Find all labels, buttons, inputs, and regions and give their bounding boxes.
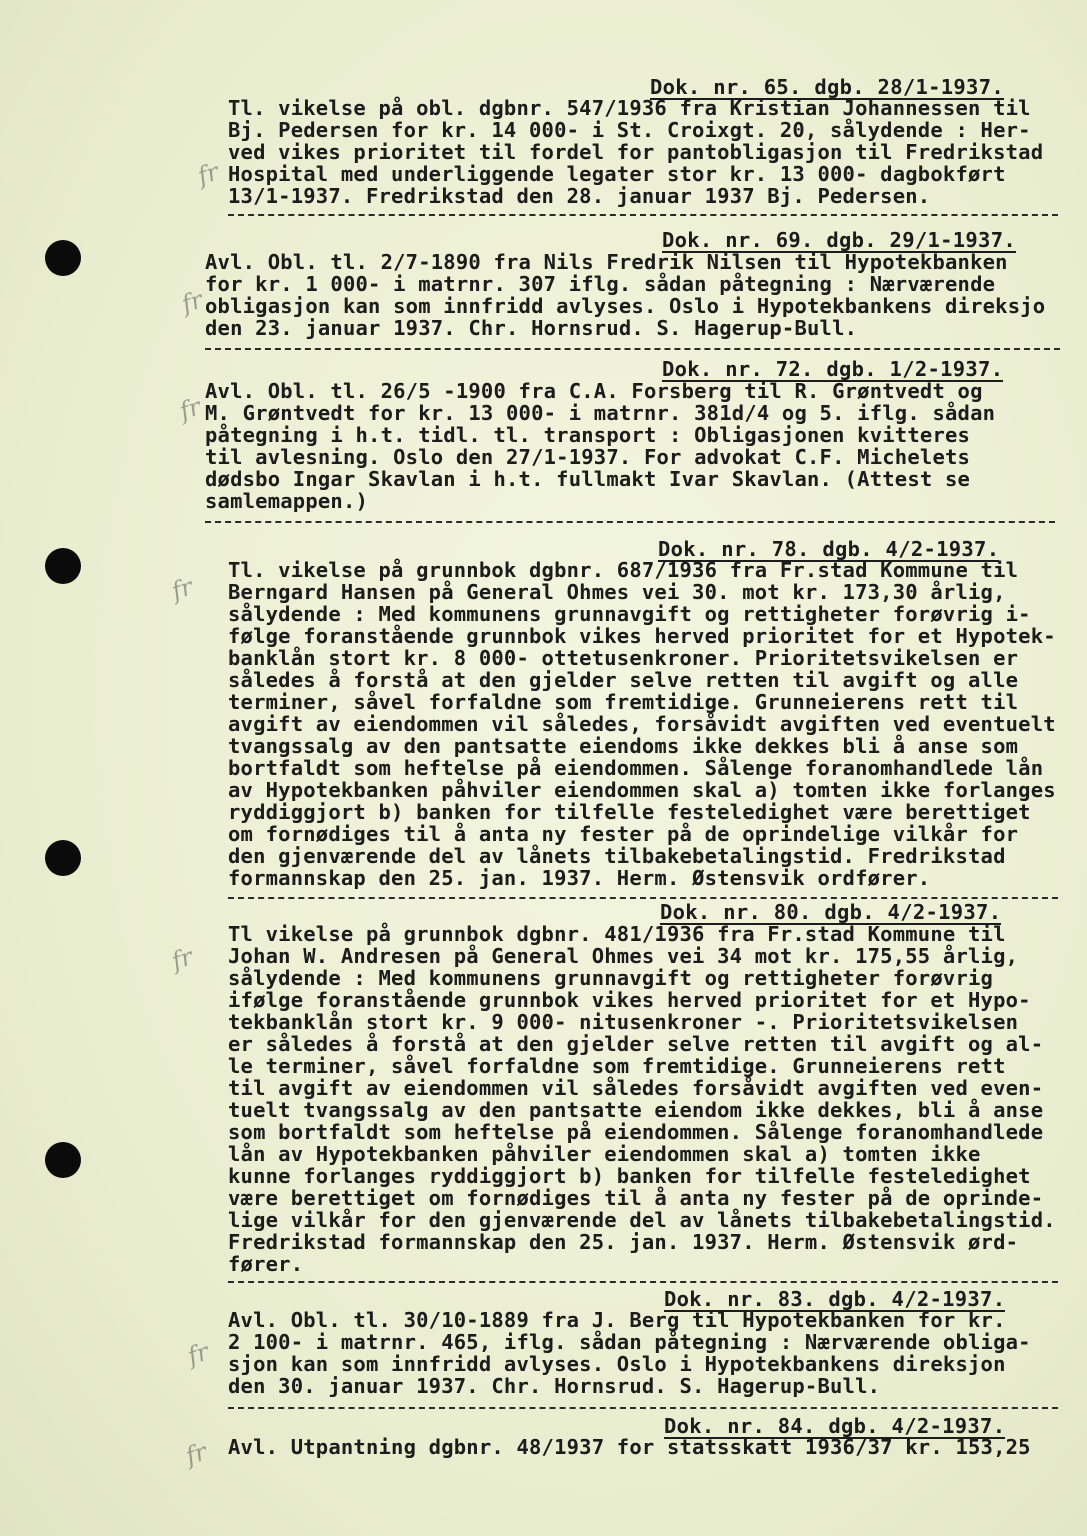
entry-text-line: dødsbo Ingar Skavlan i h.t. fullmakt Ivar Skavlan. (Attest se [205,467,971,491]
entry-text-line: ryddiggjort b) banken for tilfelle festeledighet være berettiget [228,800,1031,824]
entry-text-line: Avl. Obl. tl. 26/5 -1900 fra C.A. Forsberg til R. Grøntvedt og [205,379,983,403]
entry-text-line: sålydende : Med kommunens grunnavgift og rettigheter forøvrig [228,966,994,990]
entry-text-line: tuelt tvangssalg av den pantsatte eiendom ikke dekkes, bli å anse [228,1098,1044,1122]
entry-text-line: kunne forlanges ryddiggjort b) banken for tilfelle festeledighet [228,1164,1031,1188]
entry-text-line: Tl. vikelse på grunnbok dgbnr. 687/1936 fra Fr.stad Kommune til [228,558,1019,582]
entry-text-line: er således å forstå at den gjelder selve retten til avgift og al- [228,1032,1044,1056]
separator-line [228,1281,1058,1283]
entry-text-line: le terminer, såvel forfaldne som fremtidige. Grunneierens rett [228,1054,1006,1078]
entry-text-line: Johan W. Andresen på General Ohmes vei 34 mot kr. 175,55 årlig, [228,944,1019,968]
entry-text-line: sjon kan som innfridd avlyses. Oslo i Hypotekbankens direksjon [228,1352,1006,1376]
margin-annotation: fr [184,1337,213,1371]
margin-annotation: fr [194,157,223,191]
margin-annotation: fr [168,942,197,976]
margin-annotation: fr [178,285,207,319]
entry-text-line: være berettiget om fornødiges til å anta ny fester på de oprinde- [228,1186,1044,1210]
separator-line [205,521,1055,523]
entry-text-line: ifølge foranstående grunnbok vikes herved prioritet for et Hypo- [228,988,1031,1012]
entry-text-line: Bj. Pedersen for kr. 14 000- i St. Croixgt. 20, sålydende : Her- [228,118,1031,142]
dok-nr-heading: Dok. nr. 80. dgb. 4/2-1937. [660,900,1002,924]
margin-annotation: fr [168,572,197,606]
entry-text-line: Tl. vikelse på obl. dgbnr. 547/1936 fra Kristian Johannessen til [228,96,1031,120]
entry-text-line: sålydende : Med kommunens grunnavgift og rettigheter forøvrig i- [228,602,1031,626]
entry-text-line: lige vilkår for den gjenværende del av lånets tilbakebetalingstid. [228,1208,1056,1232]
entry-text-line: fører. [228,1252,304,1276]
margin-annotation: fr [176,392,205,426]
entry-text-line: bortfaldt som heftelse på eiendommen. Sålenge foranomhandlede lån [228,756,1044,780]
punch-hole [45,840,81,876]
entry-text-line: M. Grøntvedt for kr. 13 000- i matrnr. 381d/4 og 5. iflg. sådan [205,401,996,425]
entry-text-line: den 23. januar 1937. Chr. Hornsrud. S. Hagerup-Bull. [205,316,858,340]
entry-text-line: Avl. Obl. tl. 2/7-1890 fra Nils Fredrik Nilsen til Hypotekbanken [205,250,1008,274]
entry-text-line: for kr. 1 000- i matrnr. 307 iflg. sådan påtegning : Nærværende [205,272,996,296]
separator-line [205,348,1060,350]
entry-text-line: tekbanklån stort kr. 9 000- nitusenkroner -. Prioritetsvikelsen [228,1010,1019,1034]
entry-text-line: den gjenværende del av lånets tilbakebetalingstid. Fredrikstad [228,844,1006,868]
entry-text-line: om fornødiges til å anta ny fester på de oprindelige vilkår for [228,822,1019,846]
entry-text-line: som bortfaldt som heftelse på eiendommen. Sålenge foranomhandlede [228,1120,1044,1144]
entry-text-line: avgift av eiendommen vil således, forsåvidt avgiften ved eventuelt [228,712,1056,736]
entry-text-line: ved vikes prioritet til fordel for pantobligasjon til Fredrikstad [228,140,1044,164]
entry-text-line: Avl. Utpantning dgbnr. 48/1937 for statsskatt 1936/37 kr. 153,25 [228,1435,1031,1459]
entry-text-line: av Hypotekbanken påhviler eiendommen skal a) tomten ikke forlanges [228,778,1056,802]
dok-nr-heading: Dok. nr. 72. dgb. 1/2-1937. [662,357,1004,381]
entry-text-line: påtegning i h.t. tidl. tl. transport : Obligasjonen kvitteres [205,423,971,447]
entry-text-line: lån av Hypotekbanken påhviler eiendommen skal a) tomten ikke [228,1142,981,1166]
separator-line [228,897,1058,899]
dok-nr-heading: Dok. nr. 69. dgb. 29/1-1937. [662,228,1016,252]
punch-hole [45,240,81,276]
margin-annotation: fr [182,1437,211,1471]
entry-text-line: følge foranstående grunnbok vikes herved prioritet for et Hypotek- [228,624,1056,648]
separator-line [228,214,1058,216]
entry-text-line: Tl vikelse på grunnbok dgbnr. 481/1936 fra Fr.stad Kommune til [228,922,1006,946]
entry-text-line: tvangssalg av den pantsatte eiendoms ikke dekkes bli å anse som [228,734,1019,758]
entry-text-line: til avgift av eiendommen vil således forsåvidt avgiften ved even- [228,1076,1044,1100]
entry-text-line: banklån stort kr. 8 000- ottetusenkroner. Prioritetsvikelsen er [228,646,1019,670]
punch-hole [45,548,81,584]
entry-text-line: terminer, såvel forfaldne som fremtidige. Grunneierens rett til [228,690,1019,714]
punch-hole [45,1142,81,1178]
separator-line [228,1407,1058,1409]
entry-text-line: således å forstå at den gjelder selve retten til avgift og alle [228,668,1019,692]
entry-text-line: til avlesning. Oslo den 27/1-1937. For advokat C.F. Michelets [205,445,971,469]
dok-nr-heading: Dok. nr. 65. dgb. 28/1-1937. [650,75,1004,99]
entry-text-line: Berngard Hansen på General Ohmes vei 30. mot kr. 173,30 årlig, [228,580,1006,604]
dok-nr-heading: Dok. nr. 84. dgb. 4/2-1937. [664,1414,1006,1438]
entry-text-line: den 30. januar 1937. Chr. Hornsrud. S. Hagerup-Bull. [228,1374,881,1398]
entry-text-line: obligasjon kan som innfridd avlyses. Oslo i Hypotekbankens direksjo [205,294,1046,318]
dok-nr-heading: Dok. nr. 78. dgb. 4/2-1937. [658,537,1000,561]
entry-text-line: 13/1-1937. Fredrikstad den 28. januar 1937 Bj. Pedersen. [228,184,931,208]
entry-text-line: Avl. Obl. tl. 30/10-1889 fra J. Berg til Hypotekbanken for kr. [228,1308,1006,1332]
entry-text-line: formannskap den 25. jan. 1937. Herm. Østensvik ordfører. [228,866,931,890]
entry-text-line: 2 100- i matrnr. 465, iflg. sådan påtegning : Nærværende obliga- [228,1330,1031,1354]
entry-text-line: Fredrikstad formannskap den 25. jan. 1937. Herm. Østensvik ørd- [228,1230,1019,1254]
entry-text-line: samlemappen.) [205,489,369,513]
dok-nr-heading: Dok. nr. 83. dgb. 4/2-1937. [664,1287,1006,1311]
entry-text-line: Hospital med underliggende legater stor kr. 13 000- dagbokført [228,162,1006,186]
